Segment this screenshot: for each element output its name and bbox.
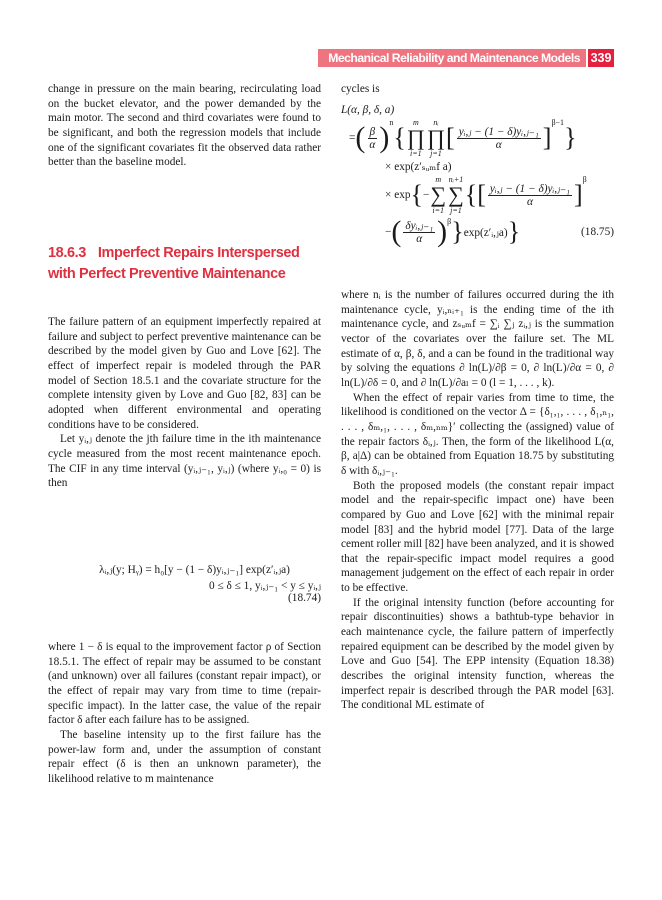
fraction <box>488 182 572 208</box>
equation-line: λᵢ,ⱼ(y; Hᵧ) = h₀[y − (1 − δ)yᵢ,ⱼ₋₁] exp(z′ᵢ,ⱼa) <box>99 564 290 576</box>
eq-lhs <box>341 104 614 116</box>
numerator: δyᵢ,ⱼ₋₁ <box>405 220 434 232</box>
paren: ( <box>391 215 402 248</box>
product-symbol: ∏ <box>406 125 425 150</box>
eq-line-2 <box>341 160 614 173</box>
paragraph: where 1 − δ is equal to the improvement factor ρ of Section 18.5.1. The effect of repair may be assumed to be constant (and unknown) over all failures (constant repair impact), or the effect of repair may vary from time to time (repair-specific impact). In the latter case, the value of the repair factor δ after each failure has to be assigned. <box>48 641 321 727</box>
sum-j <box>448 175 464 215</box>
product-i <box>407 118 425 158</box>
section-heading <box>48 243 328 285</box>
section-number: 18.6.3 <box>48 245 86 261</box>
lower: i=1 <box>432 206 445 215</box>
upper: nᵢ <box>433 118 439 127</box>
numerator: β <box>369 125 376 138</box>
exponent: β−1 <box>551 118 565 127</box>
product-j <box>427 118 445 158</box>
lower: j=1 <box>430 149 442 158</box>
minus: − <box>385 226 392 238</box>
paragraph: The baseline intensity up to the first failure has the power-law form and, under the assumption of constant repair effect (δ is then an unknown parameter), the likelihood relative to m maintenance <box>48 728 321 785</box>
paren: ( <box>355 121 366 154</box>
eq-line-1 <box>341 118 614 158</box>
paragraph: change in pressure on the main bearing, recirculating load on the bucket elevator, and the power demanded by the main motor. The second and third covariates were found to be significant, and both the regression models that include one of the significant covariates fit the observed data rather better than the baseline model. <box>48 83 321 169</box>
exponent: β <box>447 217 452 226</box>
right-column-intro <box>341 82 614 97</box>
sum-i <box>430 175 446 215</box>
exp-term: × exp(z′ₛᵤₘf a) <box>385 161 452 173</box>
denominator: α <box>416 233 423 245</box>
bracket: [ <box>446 123 455 152</box>
equation-18-75 <box>341 104 614 279</box>
minus: − <box>423 189 430 201</box>
section-title: Imperfect Repairs Interspersed with Perfect Preventive Maintenance <box>48 245 300 282</box>
running-header: Mechanical Reliability and Maintenance Models <box>318 49 586 67</box>
left-column-tail <box>48 640 321 787</box>
equation-18-74 <box>48 563 321 604</box>
page-number: 339 <box>588 49 614 67</box>
sum-symbol: ∑ <box>430 182 447 207</box>
paragraph: If the original intensity function (before accounting for repair discontinuities) shows a bathtub-type behavior in each maintenance cycle, the failure pattern of imperfectly repaired equipment can be described by the model given by Love and Guo [54]. The EPP intensity (Equation 18.38) describes the original intensity function, whereas the imperfect repair is described through the PAR model [63]. The conditional ML estimate of <box>341 596 614 712</box>
fraction <box>367 126 377 151</box>
brace: } <box>564 123 577 152</box>
paragraph: where nᵢ is the number of failures occurred during the ith maintenance cycle, yᵢ,ₙᵢ₊₁ is the ending time of the ith maintenance cycle, and zₛᵤₘf = ∑ᵢ ∑ⱼ zᵢ,ⱼ is the summation vector of the covariates over the failure set. The ML estimate of α, β, δ, and a can be found in the traditional way by solving the equations ∂ ln(L)/∂β = 0, ∂ ln(L)/∂α = 0, ∂ ln(L)/∂δ = 0, and ∂ ln(L)/∂aₗ = 0 (l = 1, . . . , k). <box>341 289 614 389</box>
fraction <box>457 125 541 151</box>
paren: ) <box>379 121 390 154</box>
denominator: α <box>526 196 533 208</box>
numerator: yᵢ,ⱼ − (1 − δ)yᵢ,ⱼ₋₁ <box>458 126 539 138</box>
upper: m <box>435 175 442 184</box>
exp-term: exp(z′ᵢ,ⱼa) <box>463 226 508 239</box>
product-symbol: ∏ <box>426 125 446 150</box>
paragraph: When the effect of repair varies from time to time, the likelihood is conditioned on the vector Δ = {δ₁,₁, . . . , δ₁,ₙ₁, . . . , δₘ,₁, . . . , δₘ,ₙₘ}′ collecting the (assigned) value of the repair factors δᵢ,ⱼ. Then, the form of the likelihood L(α, β, a|Δ) can be obtained from Equation 18.75 by substituting δ with δᵢ,ⱼ₋₁. <box>341 391 614 477</box>
brace: { <box>393 123 406 152</box>
fraction <box>403 219 435 245</box>
left-column <box>48 82 321 170</box>
bracket: [ <box>477 180 486 209</box>
paragraph: cycles is <box>341 83 380 95</box>
equation-number: (18.75) <box>581 226 614 238</box>
equation-number: (18.74) <box>288 592 321 604</box>
exponent: n <box>389 118 394 127</box>
eq-line-4 <box>341 217 614 247</box>
paragraph: The failure pattern of an equipment imperfectly repaired at failure and subject to perfect preventive maintenance can be described by the model given by Guo and Love [62]. The effect of imperfect repair is modeled through the PAR model of Section 18.5.1 and the covariate structure for the complete intensity given by Love and Guo [82, 83] can be adopted when different environmental and operating conditions have to be considered. <box>48 316 321 431</box>
eq-lhs-text: L(α, β, δ, a) <box>341 104 395 116</box>
lower: i=1 <box>410 149 422 158</box>
denominator: α <box>495 139 502 151</box>
exponent: β <box>582 175 587 184</box>
paren: ) <box>437 215 448 248</box>
upper: nᵢ+1 <box>448 175 464 184</box>
brace: { <box>464 180 478 209</box>
brace: { <box>410 180 423 209</box>
brace: } <box>507 217 521 246</box>
exp-term: × exp <box>385 189 411 201</box>
lower: j=1 <box>450 206 462 215</box>
sum-symbol: ∑ <box>448 182 464 207</box>
paragraph: Both the proposed models (the constant repair impact model and the repair-specific impact one) have been compared by Guo and Love [62] with the minimal repair model [83] and the hybrid model [77]. Data of the large cement roller mill [82] have been analyzed, and it is showed that the repair-specific impact model requires a good management judgement on the effect of each repair in order to be effective. <box>341 479 614 595</box>
equation-line: 0 ≤ δ ≤ 1, yᵢ,ⱼ₋₁ < y ≤ yᵢ,ⱼ <box>209 580 321 592</box>
eq-line-3 <box>341 175 614 215</box>
upper: m <box>412 118 419 127</box>
right-column-body <box>341 288 614 713</box>
left-column-body <box>48 315 321 491</box>
bracket: ] <box>542 123 552 152</box>
equals: = <box>349 132 356 144</box>
numerator: yᵢ,ⱼ − (1 − δ)yᵢ,ⱼ₋₁ <box>489 183 570 195</box>
bracket: ] <box>573 180 583 209</box>
brace: } <box>451 217 464 246</box>
paragraph: Let yᵢ,ⱼ denote the jth failure time in the ith maintenance cycle measured from the most recent maintenance epoch. The CIF in any time interval (yᵢ,ⱼ₋₁, yᵢ,ⱼ) (where yᵢ,₀ = 0) is then <box>48 433 321 490</box>
denominator: α <box>369 138 376 151</box>
